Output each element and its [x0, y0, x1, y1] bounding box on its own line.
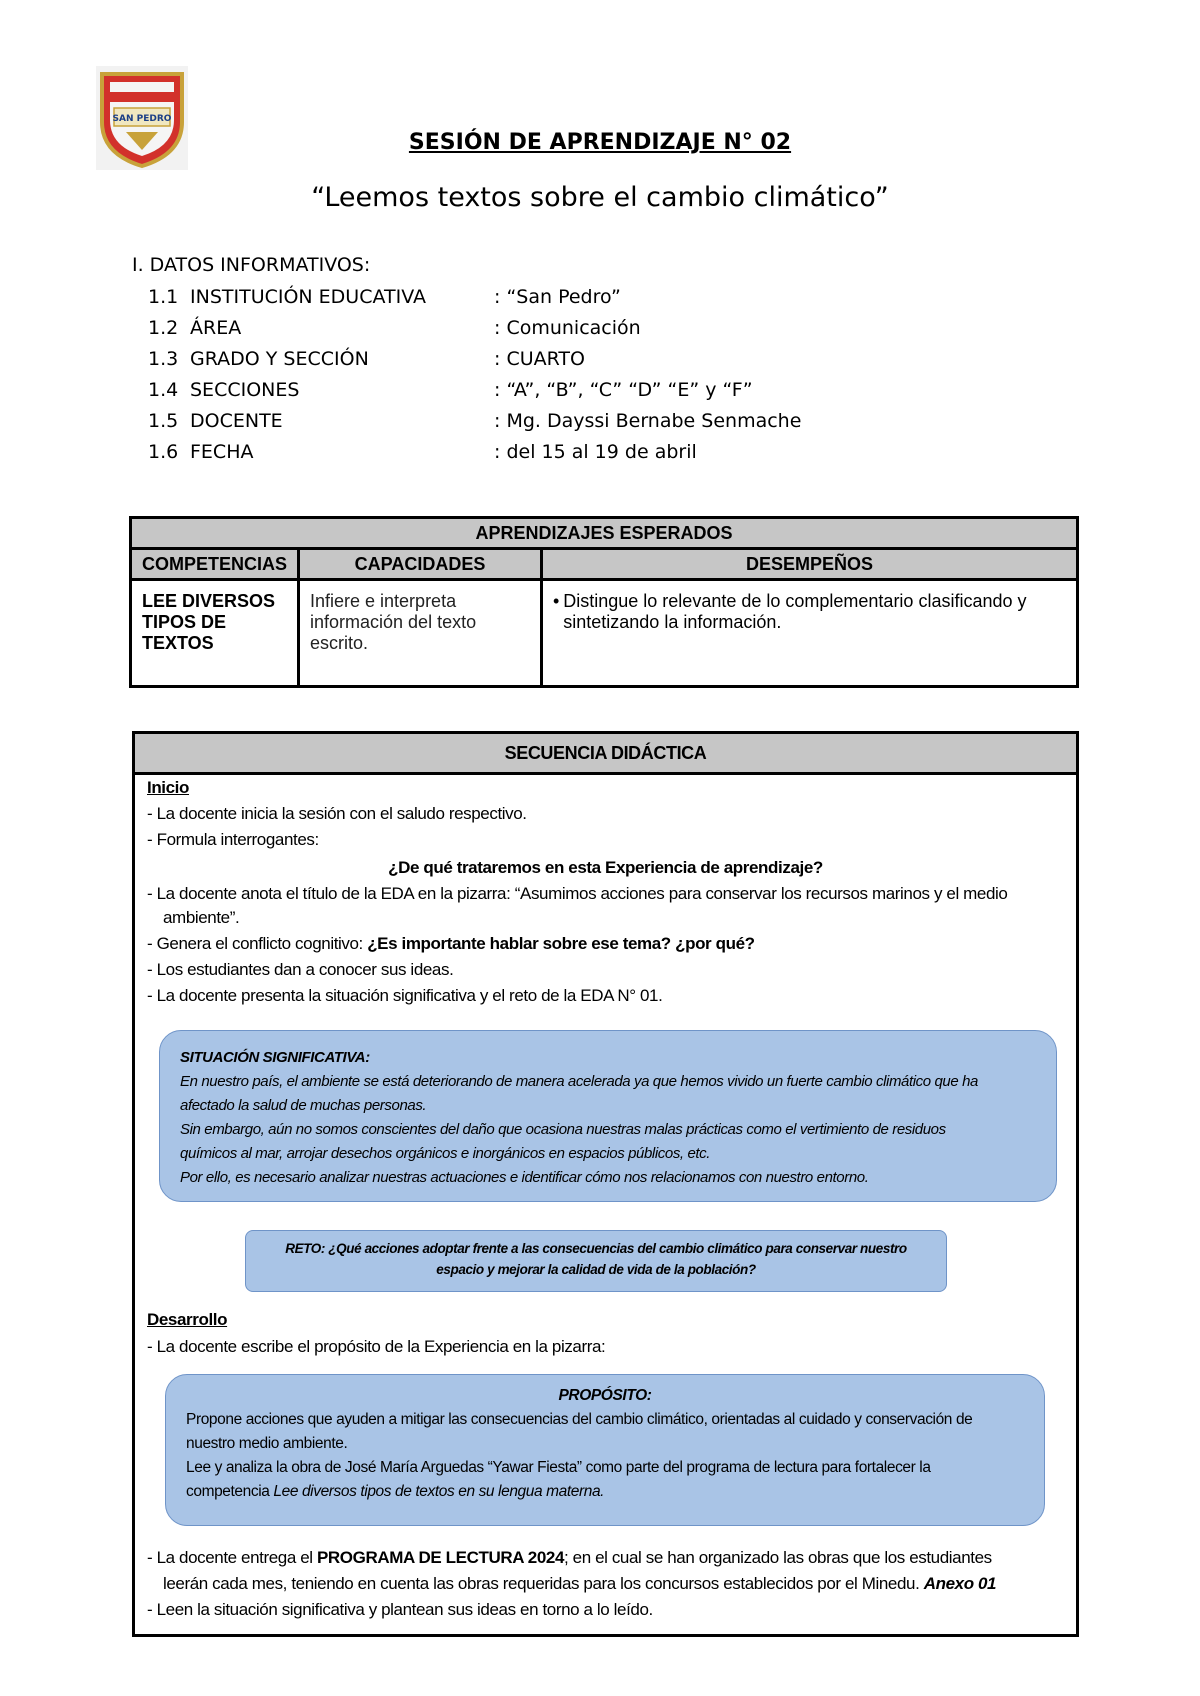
programa-lectura: PROGRAMA DE LECTURA 2024 [316, 1548, 564, 1567]
list-item-cont [163, 1574, 996, 1594]
session-title: SESIÓN DE APRENDIZAJE N° 02 [408, 130, 792, 155]
desempeno-cell [542, 580, 1078, 687]
proposito-line: Propone acciones que ayuden a mitigar las consecuencias del cambio climático, orientadas al cuidado y conservación de [186, 1411, 973, 1428]
proposito-prefix: competencia [186, 1483, 274, 1500]
entrega-prefix: - La docente entrega el [147, 1548, 317, 1567]
info-num: 1.1 [148, 286, 179, 308]
anexo-ref: Anexo 01 [923, 1574, 997, 1593]
info-label: INSTITUCIÓN EDUCATIVA [190, 286, 426, 308]
list-item: - Los estudiantes dan a conocer sus ideas. [147, 960, 454, 979]
info-label: SECCIONES [190, 379, 300, 401]
reto-box [245, 1230, 947, 1292]
info-num: 1.5 [148, 410, 179, 432]
info-value: : del 15 al 19 de abril [494, 441, 697, 463]
proposito-title: PROPÓSITO: [558, 1387, 652, 1404]
info-num: 1.6 [148, 441, 179, 463]
desarrollo-label: Desarrollo [147, 1310, 228, 1329]
info-row [148, 441, 697, 469]
list-item: - La docente inicia la sesión con el saludo respectivo. [147, 804, 527, 823]
situacion-line: En nuestro país, el ambiente se está deteriorando de manera acelerada ya que hemos vivido un fuerte cambio climático que ha [180, 1073, 978, 1090]
info-label: DOCENTE [190, 410, 283, 432]
situacion-line: afectado la salud de muchas personas. [180, 1097, 427, 1114]
info-num: 1.4 [148, 379, 179, 401]
capacidad-cell: Infiere e interpreta información del texto escrito. [299, 580, 542, 687]
info-value: : “San Pedro” [494, 286, 621, 308]
column-header: COMPETENCIAS [131, 549, 299, 580]
proposito-italic: Lee diversos tipos de textos en su lengua materna. [273, 1483, 605, 1500]
entrega-suffix: ; en el cual se han organizado las obras que los estudiantes [564, 1548, 992, 1567]
session-subtitle: “Leemos textos sobre el cambio climático” [311, 182, 889, 213]
reto-line: espacio y mejorar la calidad de vida de la población? [436, 1262, 756, 1277]
info-label: GRADO Y SECCIÓN [190, 348, 369, 370]
proposito-line: nuestro medio ambiente. [186, 1435, 348, 1452]
situacion-title: SITUACIÓN SIGNIFICATIVA: [180, 1049, 370, 1066]
info-num: 1.2 [148, 317, 179, 339]
info-num: 1.3 [148, 348, 179, 370]
list-item: - Formula interrogantes: [147, 830, 319, 849]
situacion-line: Sin embargo, aún no somos conscientes del daño que ocasiona nuestras malas prácticas como el vertimiento de residuos [180, 1121, 946, 1138]
secuencia-box [132, 731, 1079, 1637]
conflicto-question: ¿Es importante hablar sobre ese tema? ¿por qué? [367, 934, 755, 953]
conflicto-prefix: - Genera el conflicto cognitivo: [147, 934, 368, 953]
desempeno-text: Distingue lo relevante de lo complementario clasificando y sintetizando la información. [563, 591, 1027, 632]
proposito-box [165, 1374, 1045, 1526]
list-item [147, 1548, 992, 1568]
aprendizajes-title: APRENDIZAJES ESPERADOS [131, 518, 1078, 549]
list-item [147, 934, 755, 954]
info-row [148, 348, 585, 376]
proposito-line [186, 1483, 604, 1501]
info-row [148, 286, 621, 314]
list-item: - La docente anota el título de la EDA en la pizarra: “Asumimos acciones para conservar los recursos marinos y el medio [147, 884, 1008, 903]
situacion-significativa-box [159, 1030, 1057, 1202]
list-item-cont: ambiente”. [163, 908, 240, 927]
inicio-label: Inicio [147, 778, 189, 797]
competencia-cell: LEE DIVERSOS TIPOS DE TEXTOS [131, 580, 299, 687]
info-row [148, 317, 641, 345]
situacion-line: Por ello, es necesario analizar nuestras actuaciones e identificar cómo nos relacionamos con nuestro entorno. [180, 1169, 869, 1186]
situacion-line: químicos al mar, arrojar desechos orgánicos e inorgánicos en espacios públicos, etc. [180, 1145, 711, 1162]
info-label: FECHA [190, 441, 254, 463]
info-value: : Comunicación [494, 317, 641, 339]
list-item: - Leen la situación significativa y plantean sus ideas en torno a lo leído. [147, 1600, 653, 1619]
info-value: : Mg. Dayssi Bernabe Senmache [494, 410, 802, 432]
proposito-line: Lee y analiza la obra de José María Arguedas “Yawar Fiesta” como parte del programa de lectura para fortalecer la [186, 1459, 931, 1476]
list-item: - La docente escribe el propósito de la Experiencia en la pizarra: [147, 1337, 606, 1356]
info-row [148, 410, 801, 438]
info-value: : CUARTO [494, 348, 585, 370]
question-text: ¿De qué trataremos en esta Experiencia de aprendizaje? [388, 858, 823, 877]
reto-line: RETO: ¿Qué acciones adoptar frente a las consecuencias del cambio climático para conservar nuestro [285, 1241, 907, 1256]
column-header: DESEMPEÑOS [542, 549, 1078, 580]
info-row [148, 379, 753, 407]
datos-heading: I. DATOS INFORMATIVOS: [132, 254, 371, 276]
secuencia-title: SECUENCIA DIDÁCTICA [135, 734, 1076, 775]
info-label: ÁREA [190, 317, 242, 339]
bullet-icon: • [553, 591, 560, 611]
svg-text:SAN PEDRO: SAN PEDRO [112, 114, 172, 124]
entrega-line2: leerán cada mes, teniendo en cuenta las obras requeridas para los concursos establecidos por el Minedu. [163, 1574, 924, 1593]
info-value: : “A”, “B”, “C” “D” “E” y “F” [494, 379, 753, 401]
column-header: CAPACIDADES [299, 549, 542, 580]
aprendizajes-table [129, 516, 1079, 688]
list-item: - La docente presenta la situación significativa y el reto de la EDA N° 01. [147, 986, 663, 1005]
